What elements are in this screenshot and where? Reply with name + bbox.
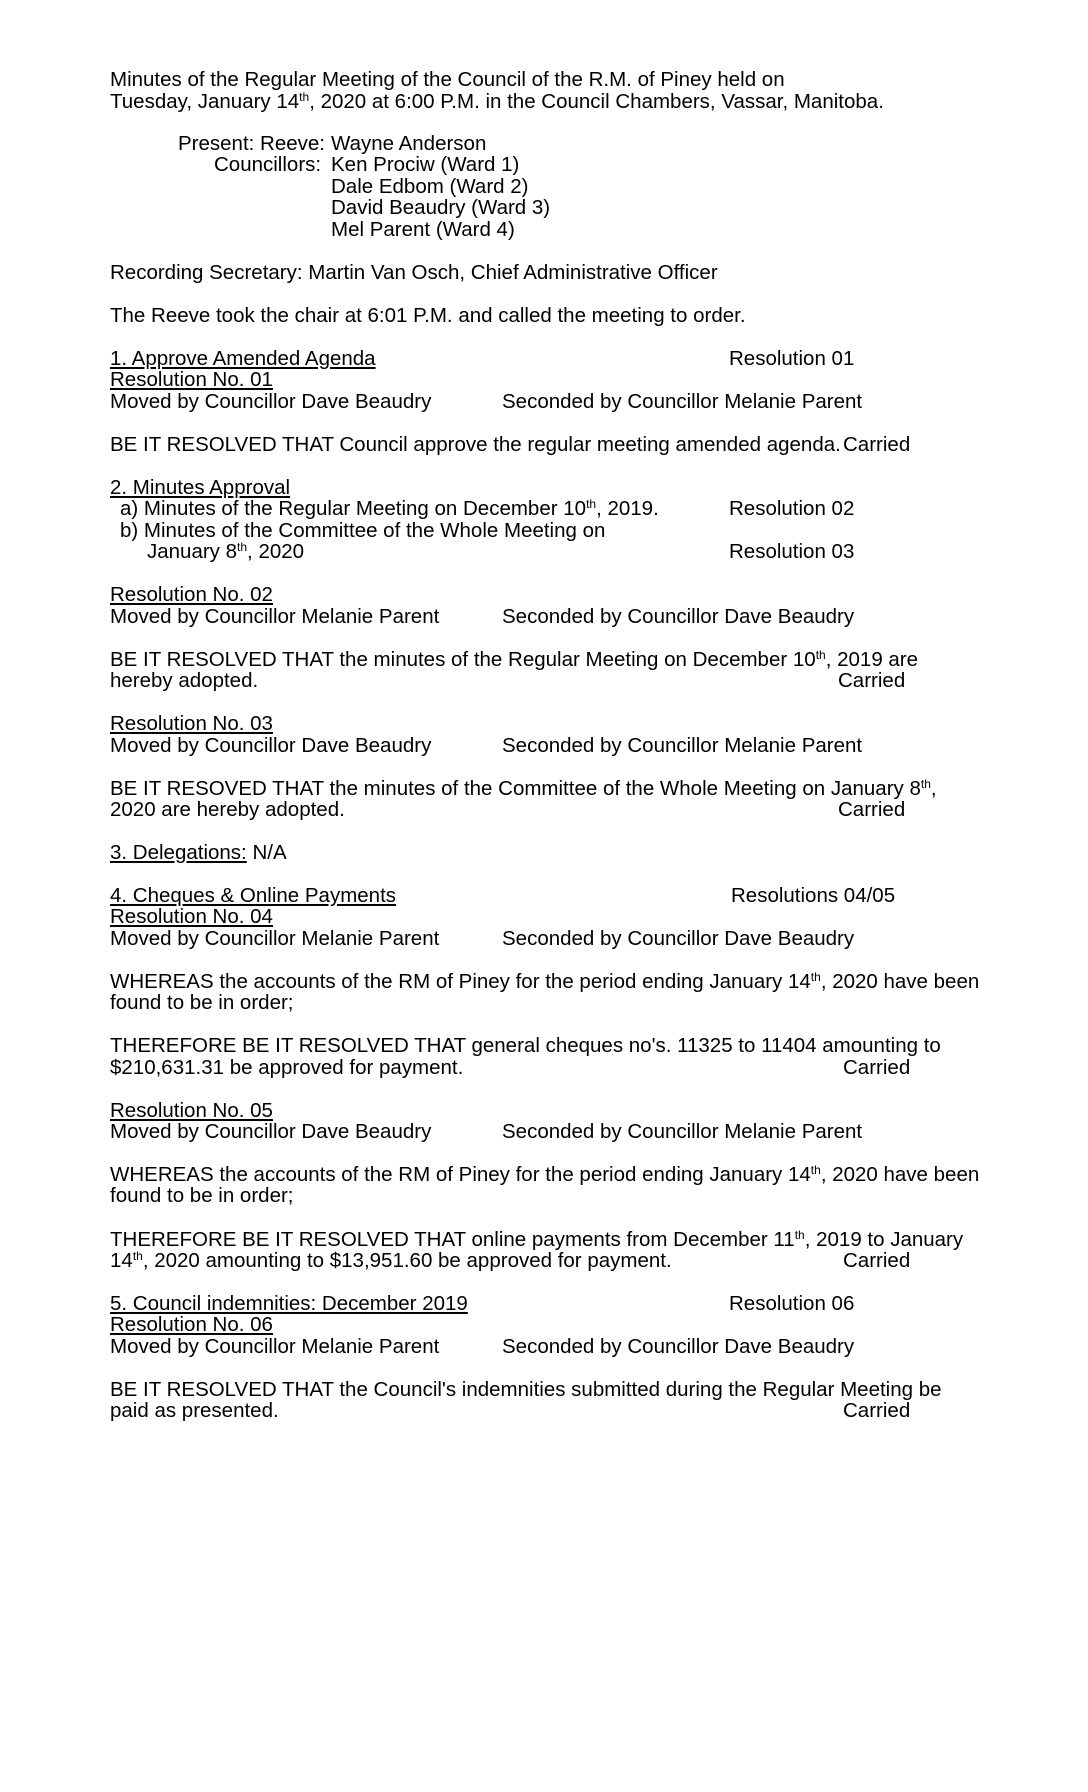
resolution-05-whereas-line-1: WHEREAS the accounts of the RM of Piney for the period ending January 14th, 2020 have been: [110, 1163, 980, 1186]
resolution-05-therefore-line-2: 14th, 2020 amounting to $13,951.60 be approved for payment.: [110, 1249, 672, 1272]
resolution-02-result: Carried: [838, 669, 906, 692]
resolution-01-text: BE IT RESOLVED THAT Council approve the regular meeting amended agenda.: [110, 433, 841, 456]
resolution-04-therefore-line-1: THEREFORE BE IT RESOLVED THAT general cheques no's. 11325 to 11404 amounting to: [110, 1034, 941, 1057]
section-5-resolution-ref: Resolution 06: [729, 1292, 855, 1315]
resolution-01-moved: Moved by Councillor Dave Beaudry: [110, 390, 432, 413]
resolution-03-text-line-1: BE IT RESOVED THAT the minutes of the Committee of the Whole Meeting on January 8th,: [110, 777, 937, 800]
section-2-heading: 2. Minutes Approval: [110, 476, 291, 499]
resolution-02-number: Resolution No. 02: [110, 583, 273, 606]
section-3-delegations: 3. Delegations: N/A: [110, 841, 287, 864]
resolution-06-result: Carried: [843, 1399, 911, 1422]
section-5-heading: 5. Council indemnities: December 2019: [110, 1292, 468, 1315]
resolution-05-number: Resolution No. 05: [110, 1099, 273, 1122]
resolution-06-moved: Moved by Councillor Melanie Parent: [110, 1335, 440, 1358]
resolution-03-text-line-2: 2020 are hereby adopted.: [110, 798, 345, 821]
councillor-3: David Beaudry (Ward 3): [331, 196, 551, 219]
section-2-item-b-line-1: b) Minutes of the Committee of the Whole Meeting on: [120, 519, 606, 542]
councillors-label: Councillors:: [214, 153, 322, 176]
reeve-name: Wayne Anderson: [331, 132, 487, 155]
resolution-03-result: Carried: [838, 798, 906, 821]
resolution-06-number: Resolution No. 06: [110, 1313, 273, 1336]
resolution-06-text-line-2: paid as presented.: [110, 1399, 279, 1422]
resolution-04-result: Carried: [843, 1056, 911, 1079]
minutes-title-line-1: Minutes of the Regular Meeting of the Council of the R.M. of Piney held on: [110, 68, 785, 91]
resolution-04-whereas-line-1: WHEREAS the accounts of the RM of Piney for the period ending January 14th, 2020 have been: [110, 970, 980, 993]
resolution-04-seconded: Seconded by Councillor Dave Beaudry: [502, 927, 855, 950]
section-4-heading: 4. Cheques & Online Payments: [110, 884, 397, 907]
resolution-04-number: Resolution No. 04: [110, 905, 273, 928]
resolution-04-whereas-line-2: found to be in order;: [110, 991, 294, 1014]
resolution-06-text-line-1: BE IT RESOLVED THAT the Council's indemnities submitted during the Regular Meeting be: [110, 1378, 942, 1401]
councillor-1: Ken Prociw (Ward 1): [331, 153, 520, 176]
resolution-04-therefore-line-2: $210,631.31 be approved for payment.: [110, 1056, 464, 1079]
section-4-resolution-ref: Resolutions 04/05: [731, 884, 896, 907]
section-1-heading: 1. Approve Amended Agenda: [110, 347, 376, 370]
resolution-04-moved: Moved by Councillor Melanie Parent: [110, 927, 440, 950]
resolution-05-whereas-line-2: found to be in order;: [110, 1184, 294, 1207]
resolution-02-text-line-2: hereby adopted.: [110, 669, 259, 692]
resolution-05-moved: Moved by Councillor Dave Beaudry: [110, 1120, 432, 1143]
present-reeve-label: Present: Reeve:: [178, 132, 325, 155]
resolution-03-seconded: Seconded by Councillor Melanie Parent: [502, 734, 863, 757]
resolution-05-result: Carried: [843, 1249, 911, 1272]
resolution-05-therefore-line-1: THEREFORE BE IT RESOLVED THAT online payments from December 11th, 2019 to January: [110, 1228, 964, 1251]
resolution-03-number: Resolution No. 03: [110, 712, 273, 735]
councillor-2: Dale Edbom (Ward 2): [331, 175, 529, 198]
resolution-02-seconded: Seconded by Councillor Dave Beaudry: [502, 605, 855, 628]
section-1-resolution-ref: Resolution 01: [729, 347, 855, 370]
councillor-4: Mel Parent (Ward 4): [331, 218, 515, 241]
section-2-item-a: a) Minutes of the Regular Meeting on December 10th, 2019.: [120, 497, 659, 520]
resolution-01-result: Carried: [843, 433, 911, 456]
minutes-title-line-2: Tuesday, January 14th, 2020 at 6:00 P.M. in the Council Chambers, Vassar, Manitoba.: [110, 90, 884, 113]
call-to-order: The Reeve took the chair at 6:01 P.M. and called the meeting to order.: [110, 304, 746, 327]
section-2-item-a-ref: Resolution 02: [729, 497, 855, 520]
resolution-02-moved: Moved by Councillor Melanie Parent: [110, 605, 440, 628]
recording-secretary: Recording Secretary: Martin Van Osch, Chief Administrative Officer: [110, 261, 718, 284]
section-2-item-b-line-2: January 8th, 2020: [147, 540, 305, 563]
resolution-06-seconded: Seconded by Councillor Dave Beaudry: [502, 1335, 855, 1358]
resolution-01-seconded: Seconded by Councillor Melanie Parent: [502, 390, 863, 413]
resolution-03-moved: Moved by Councillor Dave Beaudry: [110, 734, 432, 757]
resolution-02-text-line-1: BE IT RESOLVED THAT the minutes of the Regular Meeting on December 10th, 2019 are: [110, 648, 919, 671]
section-2-item-b-ref: Resolution 03: [729, 540, 855, 563]
resolution-01-number: Resolution No. 01: [110, 368, 273, 391]
resolution-05-seconded: Seconded by Councillor Melanie Parent: [502, 1120, 863, 1143]
